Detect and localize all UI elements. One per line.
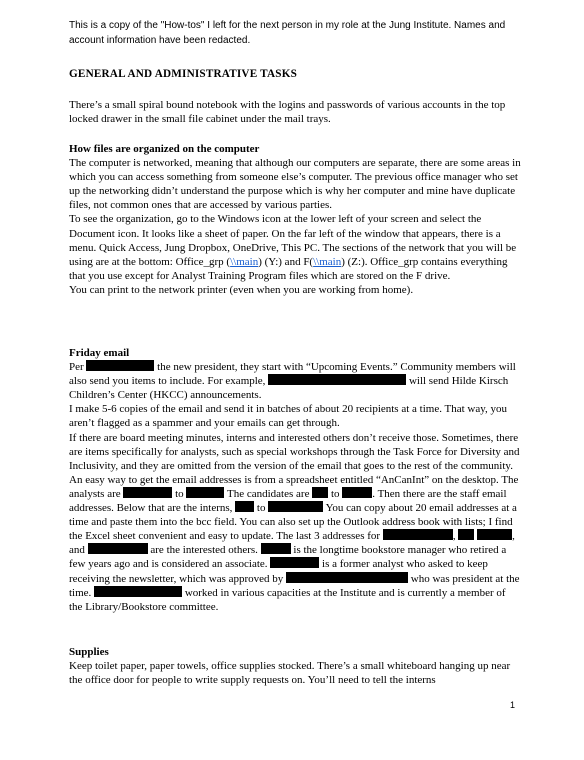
redaction-box <box>261 543 291 554</box>
files-p2-text-b: ) (Y:) and F( <box>258 255 314 268</box>
supplies-paragraph-1: Keep toilet paper, paper towels, office supplies stocked. There’s a small whiteboard hanging up near the office door for people to write supply requests on. You’ll need to tell the interns <box>69 660 511 687</box>
friday-text: , <box>452 530 456 543</box>
notebook-paragraph <box>69 98 521 126</box>
redaction-box <box>270 557 319 568</box>
files-p2-text-a: To see the organization, go to the Windows icon at the lower left of your screen and select the Document icon. It looks like a sheet of paper. On the far left of the window that appears, there is a menu. Quick Access, Jung Dropbox, OneDrive, This PC. The sections of the network that you will be using are at the bottom: Office_grp ( <box>69 213 517 268</box>
friday-title: Friday email <box>69 347 130 359</box>
intro-note: This is a copy of the "How-tos" I left for the next person in my role at the Jung Institute. Names and account information have been redacted. <box>69 20 506 46</box>
redaction-box <box>186 487 224 498</box>
files-title: How files are organized on the computer <box>69 143 260 155</box>
notebook-text: There’s a small spiral bound notebook with the logins and passwords of various accounts in the top locked drawer in the small file cabinet under the mail trays. <box>69 99 506 126</box>
files-paragraph-3: You can print to the network printer (even when you are working from home). <box>69 283 414 296</box>
redaction-box <box>342 487 372 498</box>
friday-text: Per <box>69 361 84 374</box>
redaction-box <box>268 501 323 512</box>
page-number: 1 <box>510 700 516 710</box>
friday-paragraph-3 <box>69 431 521 614</box>
friday-text: The candidates are <box>227 487 310 500</box>
friday-text: worked in various capacities at the Institute and is currently a member of the Library/Bookstore committee. <box>69 586 506 613</box>
friday-text: You can copy about 20 email addresses at a time and paste them into the bcc field. You can also set up the Outlook address book with lists; I find the Excel sheet convenient and easy to update. The last 3 addresses for <box>69 502 517 543</box>
main-share-link-1[interactable]: \\main <box>230 255 259 268</box>
friday-text: is a former analyst who asked to keep receiving the newsletter, which was approved by <box>69 558 488 585</box>
friday-text: to <box>330 487 340 500</box>
redaction-box <box>458 529 474 540</box>
redaction-box <box>477 529 512 540</box>
redaction-box <box>268 374 406 385</box>
redaction-box <box>312 487 328 498</box>
redaction-box <box>286 572 408 583</box>
friday-text: the new president, they start with “Upcoming Events.” Community members will also send you items to include. For example, <box>69 361 516 388</box>
friday-text: If there are board meeting minutes, interns and interested others don’t receive those. Sometimes, there are items specifically for analysts, such as special workshops through the Task Force for Diversity and Inclusivity, and they are omitted from the version of the email that goes to the rest of the community. An easy way to get the email addresses is from a spreadsheet entitled “AnCanInt” on the desktop. The analysts are <box>69 431 520 500</box>
redaction-box <box>86 360 154 371</box>
friday-paragraph-1 <box>69 360 521 402</box>
friday-text: is the longtime bookstore manager who retired a few years ago and is considered an associate. <box>69 544 507 571</box>
files-paragraph-1: The computer is networked, meaning that although our computers are separate, there are some areas in which you can access something from someone else’s computer. The previous office manager who set up the networking didn’t understand the purpose which is why her computer and mine have duplicate files, not common ones that are accessed by various parties. <box>69 157 521 212</box>
friday-text: will send Hilde Kirsch Children’s Center (HKCC) announcements. <box>69 375 509 402</box>
main-share-link-2[interactable]: \\main <box>313 255 342 268</box>
redaction-box <box>88 543 148 554</box>
friday-section <box>69 346 521 614</box>
redaction-box <box>123 487 172 498</box>
friday-text: to <box>256 502 266 515</box>
files-paragraph-2 <box>69 212 521 282</box>
redaction-box <box>235 501 254 512</box>
friday-text: . Then there are the staff email addresses. Below that are the interns, <box>69 487 507 515</box>
friday-text: , and <box>69 530 515 557</box>
section-heading: GENERAL AND ADMINISTRATIVE TASKS <box>69 68 298 80</box>
friday-text: are the interested others. <box>150 544 258 557</box>
friday-paragraph-2: I make 5-6 copies of the email and send it in batches of about 20 recipients at a time. That way, you aren’t flagged as a spammer and your emails can get through. <box>69 403 508 430</box>
friday-text: who was president at the time. <box>69 572 520 599</box>
friday-text: to <box>175 487 184 500</box>
files-section <box>69 142 521 297</box>
files-p2-text-c: ) (Z:). Office_grp contains everything that you use except for Analyst Training Program files which are stored on the F drive. <box>69 255 508 282</box>
redaction-box <box>94 586 182 597</box>
supplies-title: Supplies <box>69 646 109 658</box>
redaction-box <box>383 529 453 540</box>
supplies-section <box>69 645 521 687</box>
